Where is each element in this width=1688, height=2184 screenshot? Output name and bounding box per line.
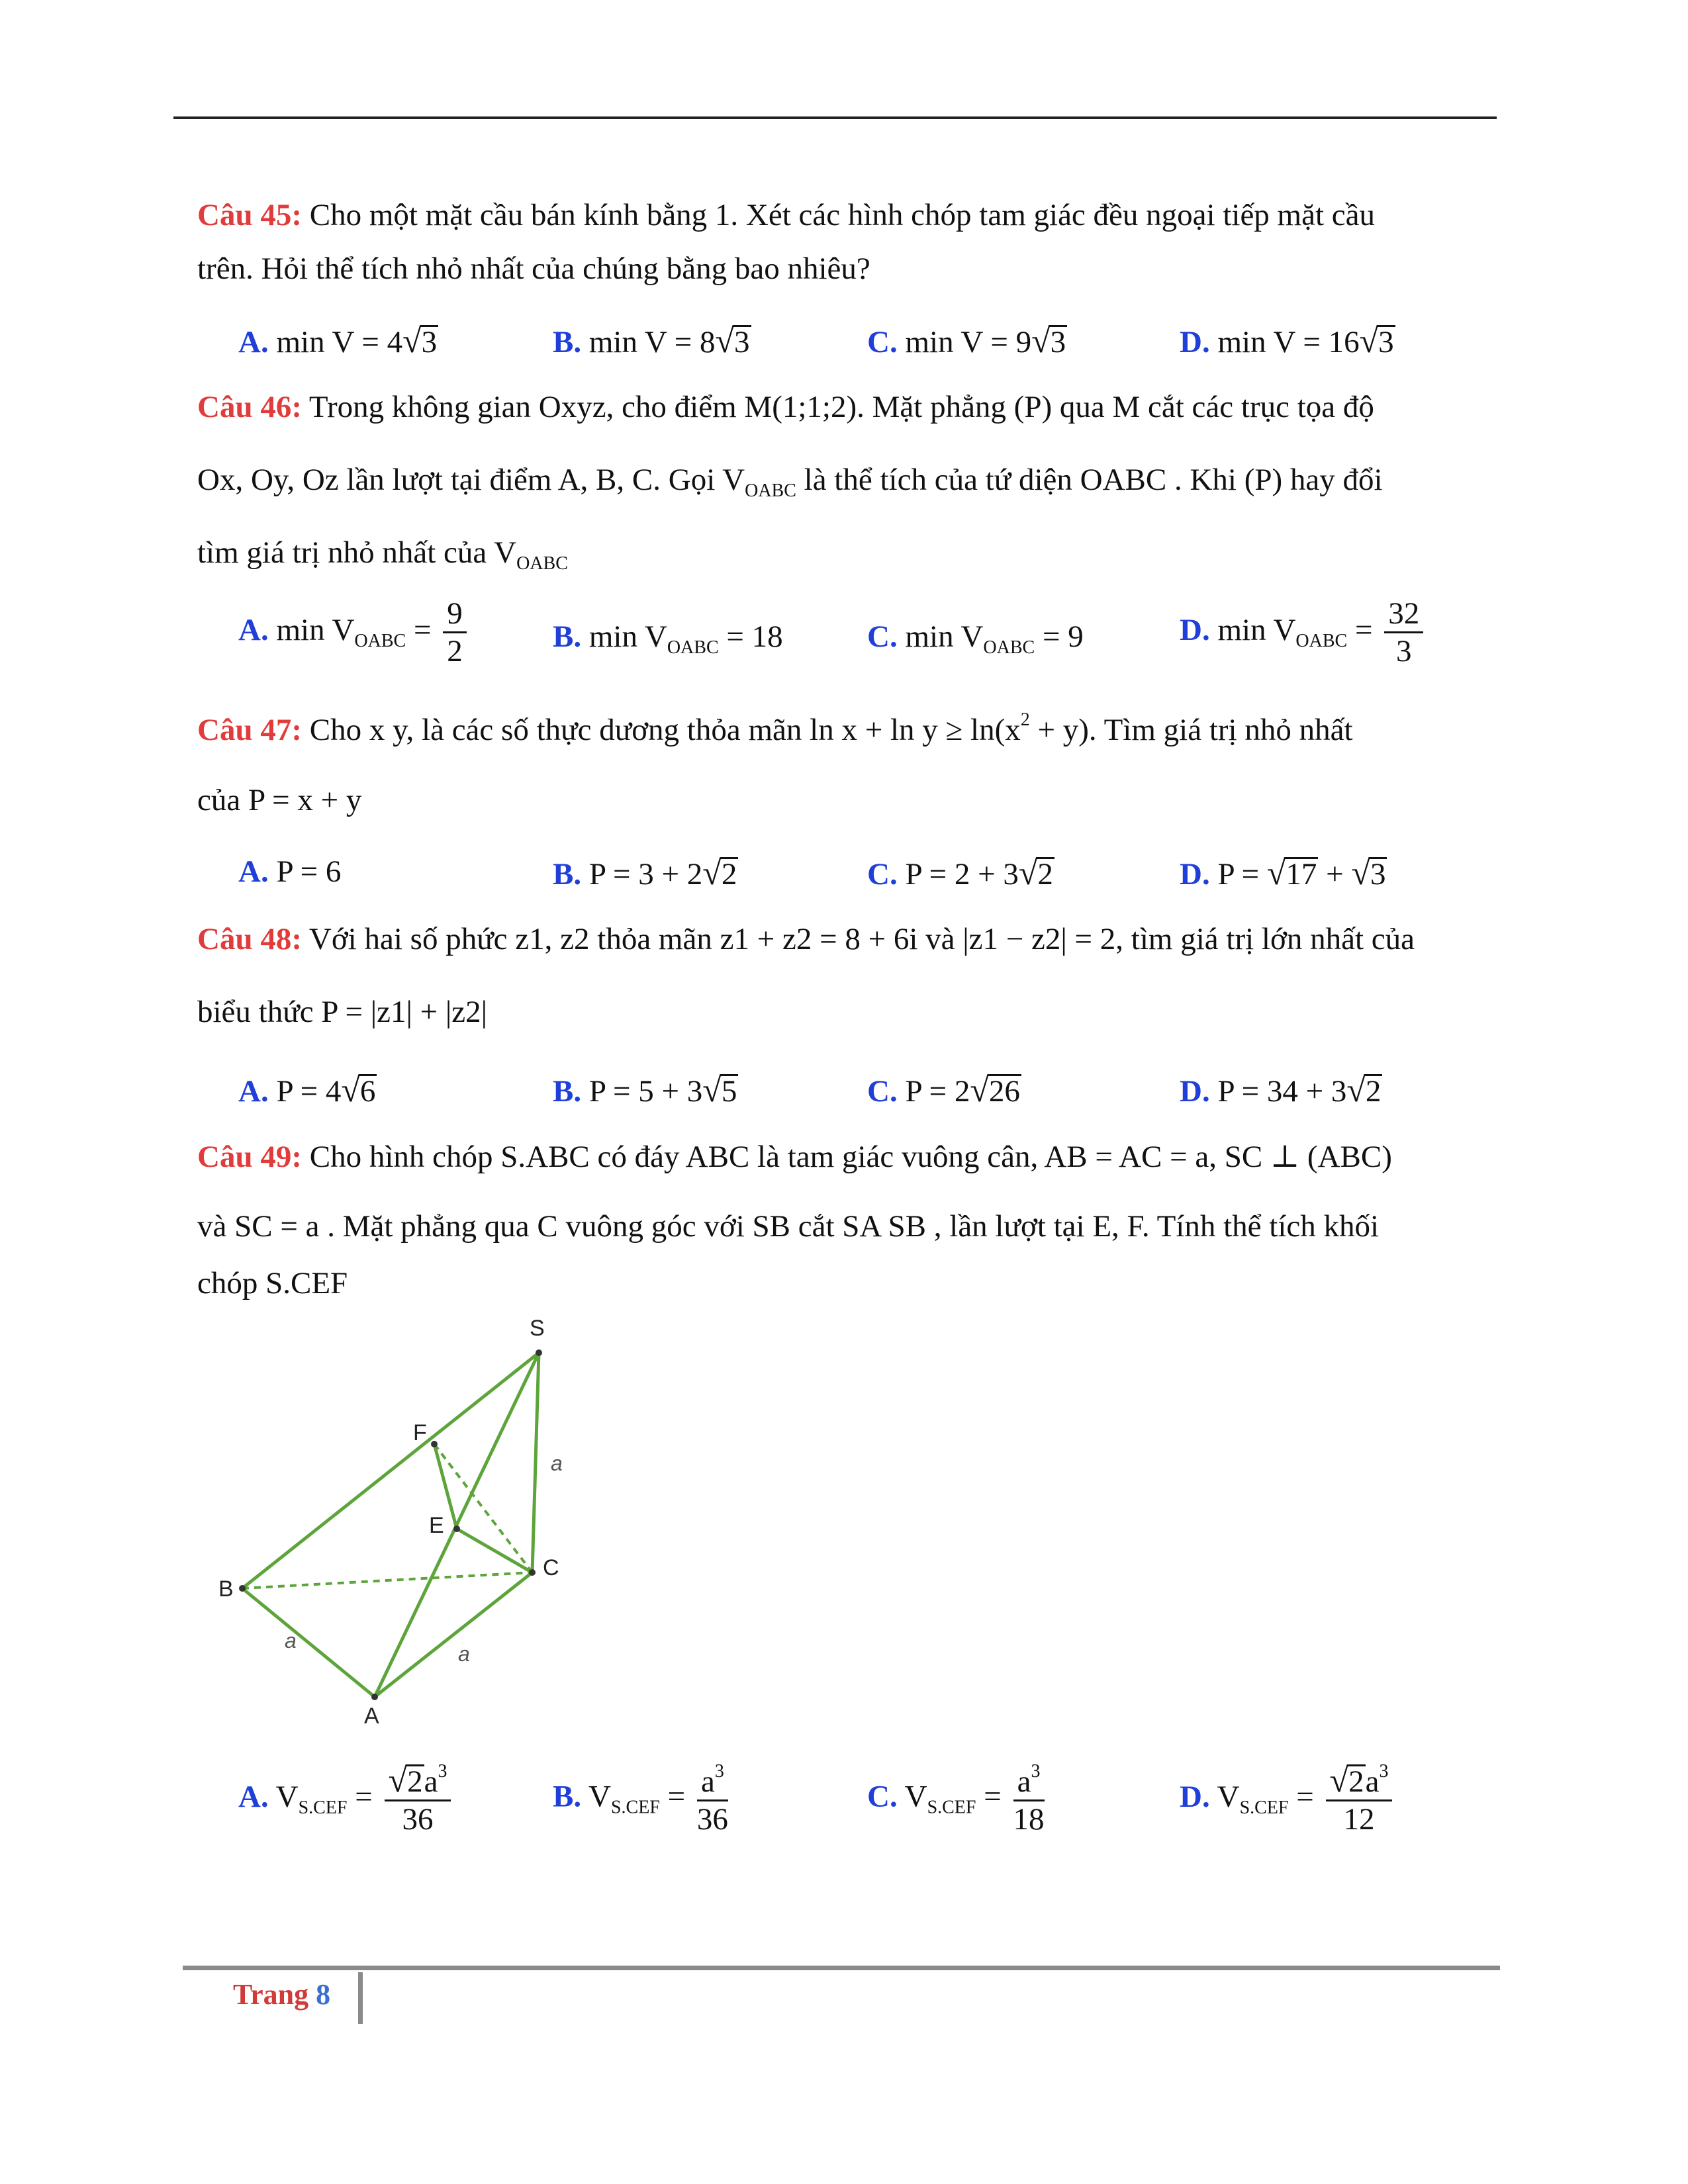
label-c: C — [543, 1555, 559, 1580]
q45-option-a[interactable]: A. min V = 4√3 — [238, 322, 438, 360]
page-number: 8 — [316, 1978, 331, 2011]
question-46-line3: tìm giá trị nhỏ nhất của $V_{OABC}$ — [197, 535, 568, 574]
edge-b-c-hidden — [242, 1572, 532, 1588]
top-rule — [173, 116, 1497, 119]
question-number: Câu 45: — [197, 198, 302, 232]
question-49: Câu 49: Cho hình chóp S.ABC có đáy ABC là tam giác vuông cân, AB = AC = a, SC ⊥ (ABC) — [197, 1140, 1392, 1174]
page-footer: Trang 8 — [233, 1978, 331, 2011]
edge-s-b — [242, 1353, 539, 1588]
question-text-cont: trên. Hỏi thể tích nhỏ nhất của chúng bằng bao nhiêu? — [197, 251, 870, 286]
q45-option-c[interactable]: C. min V = 9√3 — [867, 322, 1066, 360]
footer-rule — [183, 1966, 1500, 1970]
question-47-line2: của P = x + y — [197, 783, 362, 817]
q47-option-b[interactable]: B. P = 3 + 2√2 — [553, 854, 737, 892]
question-48: Câu 48: Với hai số phức z1, z2 thỏa mãn z1 + z2 = 8 + 6i và |z1 − z2| = 2, tìm giá trị lớn nhất của — [197, 922, 1415, 956]
label-edge-ba: a — [285, 1629, 297, 1653]
label-edge-sc: a — [551, 1451, 563, 1475]
q47-option-d[interactable]: D. P = √17 + √3 — [1180, 854, 1386, 892]
question-49-line2: và SC = a . Mặt phẳng qua C vuông góc với SB cắt SA SB , lần lượt tại E, F. Tính thể tích khối — [197, 1209, 1380, 1244]
question-49-line3: chóp S.CEF — [197, 1266, 348, 1300]
question-48-line2: biểu thức P = |z1| + |z2| — [197, 995, 488, 1029]
q49-option-a[interactable]: A. $V_{S.CEF}$ = $\frac{√2a^3}{36}$ — [238, 1762, 455, 1837]
label-b: B — [218, 1576, 234, 1602]
q49-option-d[interactable]: D. $V_{S.CEF}$ = $\frac{√2a^3}{12}$ — [1180, 1762, 1396, 1837]
question-text: Cho một mặt cầu bán kính bằng 1. Xét các hình chóp tam giác đều ngoại tiếp mặt cầu — [301, 198, 1376, 232]
edge-b-a — [242, 1588, 375, 1697]
label-edge-ac: a — [458, 1642, 470, 1666]
q49-option-c[interactable]: C. $V_{S.CEF}$ = $\frac{a^3}{18}$ — [867, 1761, 1045, 1837]
pyramid-figure — [212, 1310, 596, 1734]
label-f: F — [413, 1420, 427, 1445]
label-e: E — [429, 1513, 444, 1538]
q47-option-c[interactable]: C. P = 2 + 3√2 — [867, 854, 1053, 892]
q48-option-b[interactable]: B. P = 5 + 3√5 — [553, 1071, 737, 1109]
q46-option-c[interactable]: C. $\min V_{OABC} = 9$ — [867, 619, 1084, 658]
q49-option-b[interactable]: B. $V_{S.CEF}$ = $\frac{a^3}{36}$ — [553, 1761, 728, 1837]
q46-option-d[interactable]: D. $\min V_{OABC}$ = $\frac{32}{3}$ — [1180, 597, 1427, 669]
question-47: Câu 47: Cho x y, là các số thực dương thỏa mãn $\ln x + \ln y \ge \ln(x^2 + y)$. Tìm giá trị nhỏ nhất — [197, 709, 1353, 747]
q45-option-d[interactable]: D. min V = 16√3 — [1180, 322, 1394, 360]
fraction: $\frac{9}{2}$ — [443, 597, 467, 669]
label-s: S — [530, 1316, 545, 1341]
q45-option-b[interactable]: B. min V = 8√3 — [553, 322, 750, 360]
fraction: $\frac{√2a^3}{36}$ — [385, 1762, 451, 1837]
fraction: $\frac{a^3}{18}$ — [1013, 1761, 1045, 1837]
q47-option-a[interactable]: A. P = 6 — [238, 854, 342, 889]
edge-f-c-hidden — [434, 1444, 532, 1572]
q48-option-c[interactable]: C. P = 2√26 — [867, 1071, 1020, 1109]
question-46-line2: Ox, Oy, Oz lần lượt tại điểm A, B, C. Gọi $V_{OABC}$ là thể tích của tứ diện OABC . Khi (P) hay đổi — [197, 463, 1383, 501]
question-45 — [197, 196, 1495, 289]
question-46: Câu 46: Trong không gian Oxyz, cho điểm M(1;1;2). Mặt phẳng (P) qua M cắt các trục tọa độ — [197, 390, 1374, 424]
edge-e-c — [457, 1529, 532, 1572]
q46-option-b[interactable]: B. $\min V_{OABC} = 18$ — [553, 619, 783, 658]
edge-s-c — [532, 1353, 539, 1572]
fraction: $\frac{√2a^3}{12}$ — [1326, 1762, 1393, 1837]
q48-option-a[interactable]: A. P = 4√6 — [238, 1071, 376, 1109]
footer-divider — [358, 1972, 363, 2024]
q46-option-a[interactable]: A. $\min V_{OABC}$ = $\frac{9}{2}$ — [238, 597, 471, 669]
edge-a-c — [375, 1572, 532, 1697]
fraction: $\frac{a^3}{36}$ — [696, 1761, 728, 1837]
q48-option-d[interactable]: D. P = 34 + 3√2 — [1180, 1071, 1382, 1109]
label-a: A — [364, 1704, 379, 1729]
fraction: $\frac{32}{3}$ — [1384, 597, 1423, 669]
